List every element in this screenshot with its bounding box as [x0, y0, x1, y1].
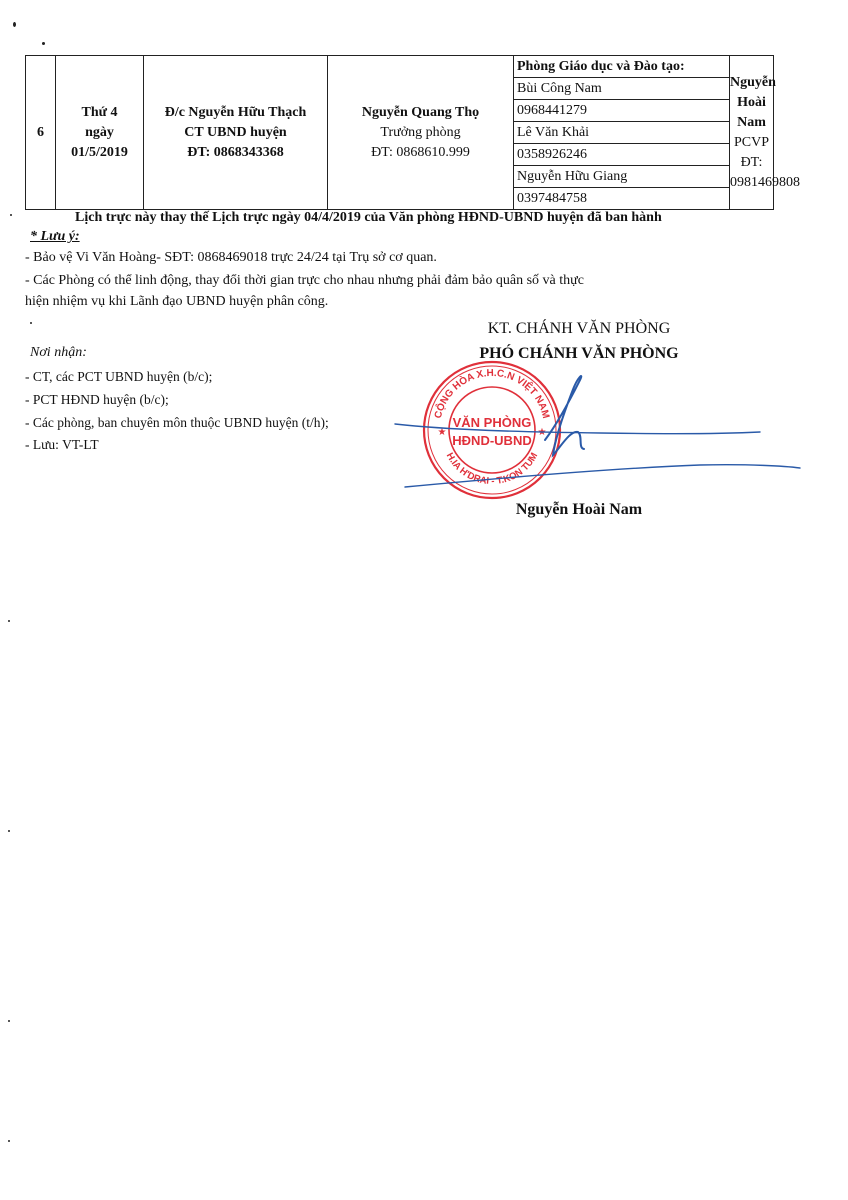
duty-officer-phone: 0981469808: [730, 174, 800, 190]
seal-star-icon: ★: [537, 427, 547, 438]
note-item: - Các Phòng có thể linh động, thay đổi thời gian trực cho nhau nhưng phải đảm bảo quân số và thực: [25, 273, 584, 288]
staff-department: Phòng Giáo dục và Đào tạo:: [514, 56, 729, 78]
staff-entry: Nguyễn Hữu Giang: [514, 166, 729, 188]
scan-speck: [8, 1020, 10, 1022]
leader-cell: [144, 56, 328, 210]
duty-officer-cell: [730, 56, 800, 210]
staff-entry: Lê Văn Khải: [514, 122, 729, 144]
leader-phone: ĐT: 0868343368: [187, 144, 284, 160]
replacement-note: Lịch trực này thay thế Lịch trực ngày 04/4/2019 của Văn phòng HĐND-UBND huyện đã ban hành: [75, 210, 662, 225]
duty-officer-role: PCVP: [733, 134, 770, 150]
recipient-item: - PCT HĐND huyện (b/c);: [25, 392, 169, 407]
leader-name: Đ/c Nguyễn Hữu Thạch: [164, 104, 307, 120]
seal-ring-text: CỘNG HÒA X.H.C.N VIỆT NAM: [432, 367, 552, 420]
scan-speck: [8, 620, 10, 622]
recipient-item: - Lưu: VT-LT: [25, 437, 99, 452]
recipient-item: - CT, các PCT UBND huyện (b/c);: [25, 369, 213, 384]
scan-speck: [13, 22, 16, 27]
department-head-cell: [328, 56, 514, 210]
date-weekday: Thứ 4: [81, 104, 118, 120]
note-title: * Lưu ý:: [30, 229, 80, 244]
signer-name: Nguyễn Hoài Nam: [515, 501, 643, 518]
duty-officer-name-cont: Nam: [737, 114, 766, 130]
recipient-item: - Các phòng, ban chuyên môn thuộc UBND huyện (t/h);: [25, 415, 329, 430]
staff-cell: [514, 56, 730, 210]
official-seal: [412, 350, 612, 510]
date-value: 01/5/2019: [71, 144, 128, 160]
seal-center-line2: HĐND-UBND: [452, 433, 532, 448]
head-phone: ĐT: 0868610.999: [371, 144, 470, 160]
scan-speck: [10, 214, 12, 216]
duty-date-cell: [56, 56, 144, 210]
table-row: [26, 56, 774, 210]
duty-officer-name: Nguyễn Hoài: [730, 74, 776, 110]
staff-entry: Bùi Công Nam: [514, 78, 729, 100]
scan-speck: [42, 42, 45, 45]
duty-schedule-table: [25, 55, 800, 210]
staff-entry: 0358926246: [514, 144, 729, 166]
date-label: ngày: [85, 124, 114, 140]
row-number: 6: [26, 56, 56, 210]
scan-speck: [8, 830, 10, 832]
signature-authority: KT. CHÁNH VĂN PHÒNG: [487, 320, 671, 337]
duty-officer-phone-label: ĐT:: [740, 154, 763, 170]
head-role: Trưởng phòng: [380, 124, 461, 140]
scan-speck: [30, 322, 32, 324]
note-item-cont: hiện nhiệm vụ khi Lãnh đạo UBND huyện phân công.: [25, 294, 329, 309]
signature-position: PHÓ CHÁNH VĂN PHÒNG: [479, 345, 679, 362]
seal-bottom-text: H.IA H'DRAI - T.KON TUM: [443, 450, 541, 488]
seal-star-icon: ★: [437, 427, 447, 438]
staff-entry: 0968441279: [514, 100, 729, 122]
seal-center-line1: VĂN PHÒNG: [452, 415, 532, 430]
recipients-title: Nơi nhận:: [30, 345, 87, 360]
staff-entry: 0397484758: [517, 191, 587, 206]
leader-position: CT UBND huyện: [184, 124, 287, 140]
note-item: - Bảo vệ Vi Văn Hoàng- SĐT: 0868469018 trực 24/24 tại Trụ sở cơ quan.: [25, 250, 437, 265]
head-name: Nguyễn Quang Thọ: [361, 104, 480, 120]
scan-speck: [8, 1140, 10, 1142]
